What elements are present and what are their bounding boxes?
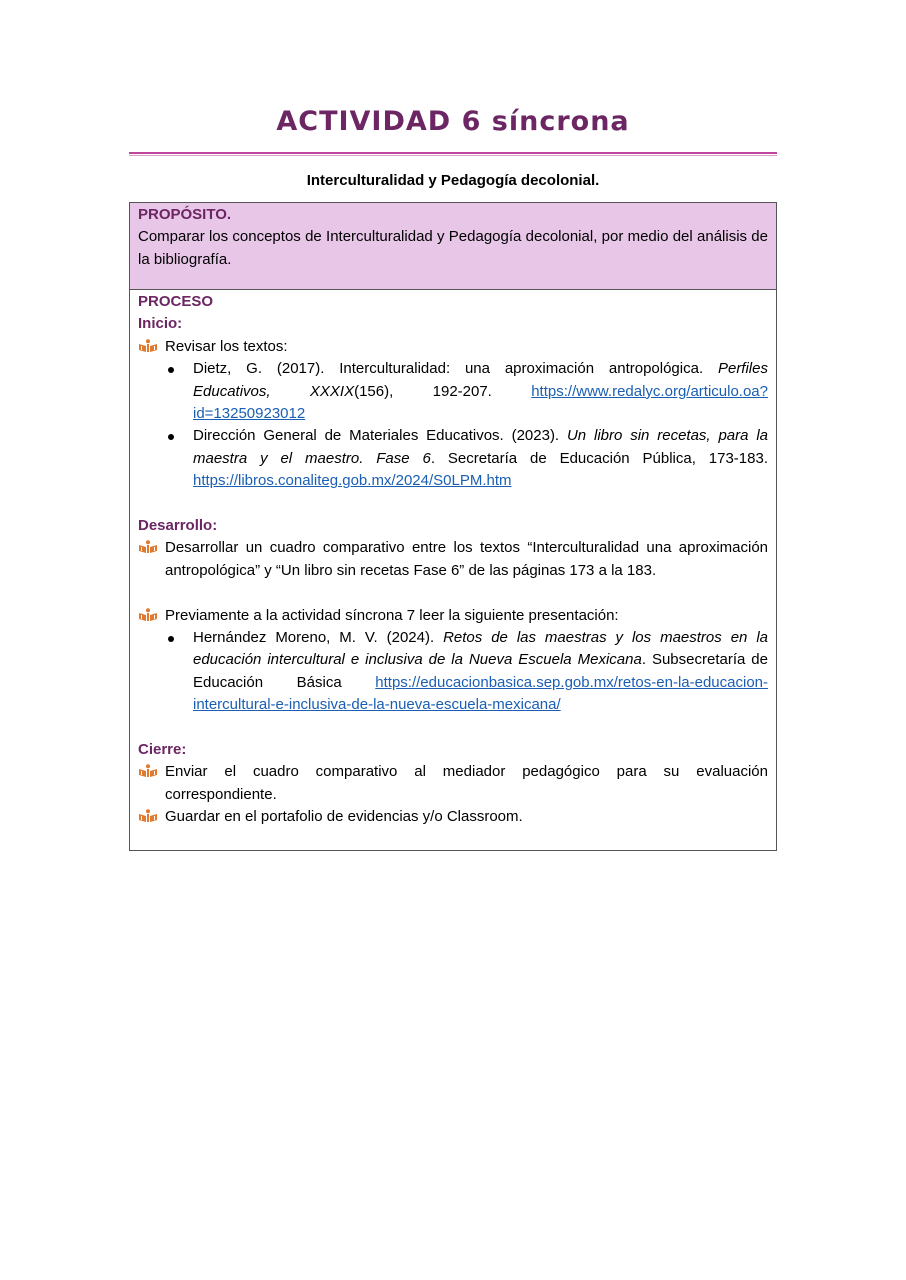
desarrollo-label: Desarrollo: <box>138 517 218 535</box>
inicio-label: Inicio: <box>138 315 183 333</box>
reference-item <box>138 627 768 717</box>
task-item <box>138 761 768 806</box>
activity-table <box>129 202 777 851</box>
activity-subtitle: Interculturalidad y Pedagogía decolonial. <box>306 172 600 189</box>
reference-text: Hernández Moreno, M. V. (2024). Retos de las maestras y los maestros en la educación intercultural e inclusiva de la Nueva Escuela Mexicana. Subsecretaría de Educación Básica https://educacionbasica.sep.gob.mx/retos-en-la-educacion-intercultural-e-inclusiva-de-la-nueva-escuela-mexicana/ <box>193 629 768 714</box>
process-section <box>130 290 776 850</box>
purpose-label: PROPÓSITO. <box>138 206 232 223</box>
reference-text: Dirección General de Materiales Educativos. (2023). Un libro sin recetas, para la maestra y el maestro. Fase 6. Secretaría de Educación Pública, 173-183. https://libros.conaliteg.gob.mx/2024/S0LPM.htm <box>193 427 768 490</box>
task-item <box>138 605 768 627</box>
page-title: ACTIVIDAD 6 síncrona <box>276 106 630 137</box>
reference-link[interactable]: https://libros.conaliteg.gob.mx/2024/S0LPM.htm <box>193 472 512 490</box>
process-label: PROCESO <box>138 293 214 310</box>
reference-item <box>138 425 768 492</box>
purpose-section <box>130 203 776 290</box>
task-item <box>138 806 768 828</box>
task-item <box>138 537 768 582</box>
reference-item <box>138 358 768 425</box>
task-item <box>138 336 768 358</box>
reference-link[interactable]: https://educacionbasica.sep.gob.mx/retos-en-la-educacion-intercultural-e-inclusiva-de-la-nueva-escuela-mexicana/ <box>193 673 768 714</box>
task-text: Guardar en el portafolio de evidencias y/o Classroom. <box>165 808 523 826</box>
book-reader-icon <box>138 336 165 358</box>
title-divider <box>129 152 777 156</box>
reference-text: Dietz, G. (2017). Interculturalidad: una aproximación antropológica. Perfiles Educativos, XXXIX(156), 192-207. https://www.redalyc.org/articulo.oa?id=13250923012 <box>193 360 768 423</box>
task-text: Desarrollar un cuadro comparativo entre los textos “Interculturalidad una aproximación antropológica” y “Un libro sin recetas Fase 6” de las páginas 173 a la 183. <box>165 539 768 579</box>
cierre-label: Cierre: <box>138 741 187 759</box>
purpose-text: Comparar los conceptos de Interculturalidad y Pedagogía decolonial, por medio del análisis de la bibliografía. <box>138 228 768 268</box>
task-text: Enviar el cuadro comparativo al mediador pedagógico para su evaluación correspondiente. <box>165 763 768 803</box>
book-reader-icon <box>138 806 165 828</box>
book-reader-icon <box>138 605 165 627</box>
reference-link[interactable]: https://www.redalyc.org/articulo.oa?id=13250923012 <box>193 382 768 423</box>
book-reader-icon <box>138 761 165 783</box>
task-text: Previamente a la actividad síncrona 7 leer la siguiente presentación: <box>165 606 619 624</box>
book-reader-icon <box>138 537 165 559</box>
task-text: Revisar los textos: <box>165 337 288 355</box>
